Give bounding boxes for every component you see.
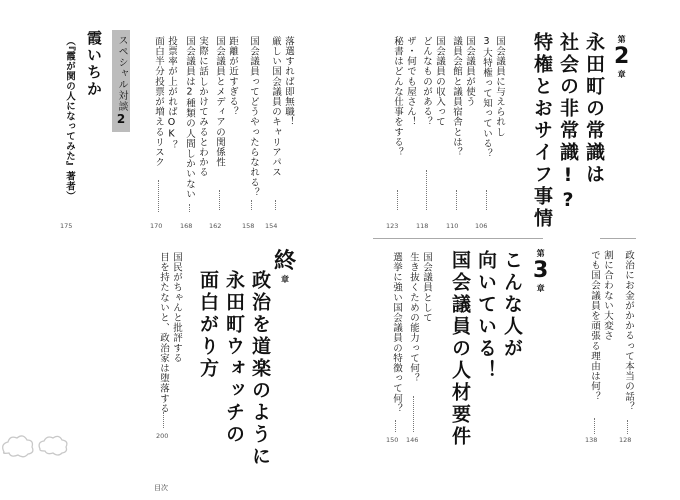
page-number: 158: [242, 222, 255, 230]
page-number: 170: [150, 222, 163, 230]
leader-dots: [397, 190, 398, 210]
toc-entry-text[interactable]: 秘書はどんな仕事をする？: [392, 36, 403, 158]
page-number: 123: [386, 222, 399, 230]
chapter-2-title-line-2: 社会の非常識!?: [557, 32, 579, 214]
toc-entry-text[interactable]: 割に合わない大変さ: [602, 250, 613, 341]
chapter-number: 2: [614, 44, 630, 69]
toc-entry-text[interactable]: でも国会議員を頑張る理由は何？: [589, 250, 600, 402]
toc-entry-text[interactable]: 距離が近すぎる？: [227, 36, 238, 117]
chapter-label-suffix: 章: [281, 275, 289, 284]
toc-entry-text[interactable]: 投票率が上がればOK？: [166, 36, 177, 151]
leader-dots: [594, 418, 595, 434]
page-number: 168: [180, 222, 193, 230]
special-guest-name[interactable]: 霞いちか: [85, 30, 103, 98]
toc-entry-text[interactable]: ザ・何でも屋さん！: [405, 36, 416, 127]
leader-dots: [456, 190, 457, 210]
page-number: 118: [416, 222, 429, 230]
toc-entry-text[interactable]: 3大特権って知っている？: [481, 36, 492, 159]
cloud-decoration-icon: [0, 432, 80, 462]
chapter-3-label: [533, 248, 548, 294]
final-chapter-title-line-3: 面白がり方: [197, 270, 219, 380]
page-number: 110: [446, 222, 459, 230]
final-chapter-title-line-2: 永田町ウォッチの: [223, 270, 245, 446]
chapter-2-title-line-1: 永田町の常識は: [583, 32, 605, 186]
leader-dots: [219, 190, 220, 210]
leader-dots: [275, 200, 276, 210]
leader-dots: [158, 180, 159, 212]
leader-dots: [189, 204, 190, 212]
toc-entry-text[interactable]: 国会議員に与えられし: [494, 36, 505, 137]
chapter-label-prefix: 第: [536, 249, 545, 258]
toc-entry-text[interactable]: 国会議員として: [421, 252, 432, 323]
toc-entry-text[interactable]: 選挙に強い国会議員の特徴って何？: [391, 252, 402, 414]
toc-entry-text[interactable]: 議員会館と議員宿舎とは？: [451, 36, 462, 158]
toc-entry-text[interactable]: 生き抜くための能力って何？: [408, 252, 419, 384]
toc-entry-text[interactable]: 政治にお金がかかるって本当の話？: [623, 250, 634, 412]
final-chapter-title-line-1: 政治を道楽のように: [249, 270, 271, 468]
chapter-3-title-line-2: 向いている！: [475, 250, 497, 382]
page-number: 162: [209, 222, 222, 230]
toc-entry-text[interactable]: 厳しい国会議員のキャリアパス: [270, 36, 281, 178]
page-number: 146: [406, 436, 419, 444]
toc-entry-text[interactable]: どんなものがある？: [421, 36, 432, 127]
chapter-label-suffix: 章: [617, 70, 626, 79]
page-number: 150: [386, 436, 399, 444]
toc-entry-text[interactable]: 国民がちゃんと批評する: [171, 252, 182, 364]
toc-entry-text[interactable]: 国会議員は2種類の人間しかいない: [184, 36, 195, 200]
leader-dots: [413, 396, 414, 432]
chapter-3-title-line-3: 国会議員の人材要件: [449, 250, 471, 448]
special-label-text: スペシャル対談: [116, 35, 127, 112]
page-number: 106: [475, 222, 488, 230]
leader-dots: [395, 420, 396, 432]
final-chapter-mark: 終: [274, 249, 297, 274]
toc-entry-text[interactable]: 国会議員とメディアの関係性: [214, 36, 225, 168]
leader-dots: [251, 200, 252, 210]
toc-entry-text[interactable]: 落選すれば即無職！: [283, 36, 294, 127]
chapter-label-suffix: 章: [536, 284, 545, 293]
toc-entry-text[interactable]: 国会議員ってどうやったらなれる？: [248, 36, 259, 198]
section-divider: [373, 238, 543, 239]
special-guest-subtitle[interactable]: （『霞が関の人になってみた』著者）: [64, 36, 75, 202]
chapter-2-title-line-3: 特権とおサイフ事情: [531, 32, 553, 230]
page-footer: 目次: [154, 484, 168, 492]
page-number: 154: [265, 222, 278, 230]
chapter-number: 3: [533, 258, 549, 283]
final-chapter-label: [274, 250, 296, 285]
toc-entry-text[interactable]: 実際に話しかけてみるとわかる: [197, 36, 208, 178]
page-number: 200: [156, 432, 169, 440]
special-talk-label: [112, 30, 130, 132]
toc-entry-text[interactable]: 国会議員が使う: [464, 36, 475, 107]
leader-dots: [627, 420, 628, 434]
chapter-label-prefix: 第: [617, 35, 626, 44]
toc-entry-text[interactable]: 目を持たないと、政治家は堕落する: [158, 252, 169, 414]
page-number: 175: [60, 222, 73, 230]
leader-dots: [426, 170, 427, 210]
page-number: 138: [585, 436, 598, 444]
toc-entry-text[interactable]: 国会議員の収入って: [434, 36, 445, 127]
toc-entry-text[interactable]: 面白半分投票が増えるリスク: [153, 36, 164, 168]
chapter-2-label: [614, 34, 629, 80]
special-number: 2: [114, 112, 128, 127]
section-divider: [600, 238, 636, 239]
leader-dots: [163, 412, 164, 428]
chapter-3-title-line-1: こんな人が: [501, 250, 523, 360]
leader-dots: [486, 190, 487, 210]
page-number: 128: [619, 436, 632, 444]
